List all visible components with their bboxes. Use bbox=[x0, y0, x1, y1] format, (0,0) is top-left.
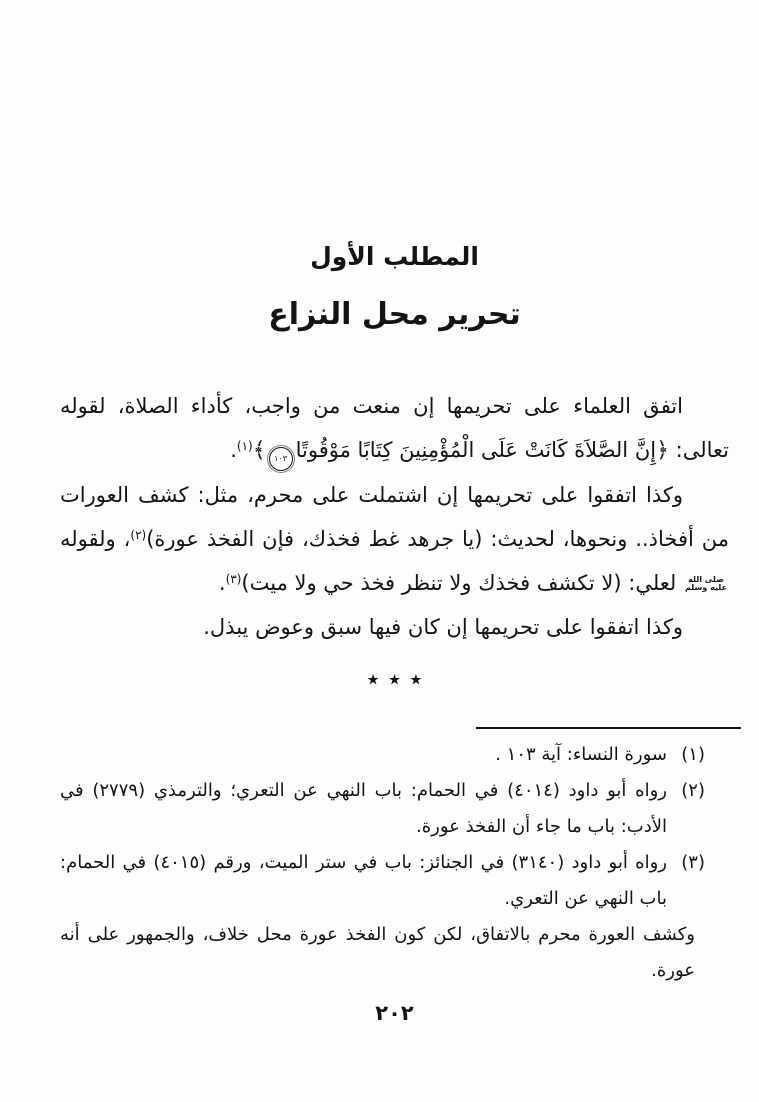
footnote-2-text: رواه أبو داود (٤٠١٤) في الحمام: باب النهي عن التعري؛ والترمذي (٢٧٧٩) في الأدب: باب ما جاء أن الفخذ عورة. bbox=[60, 780, 667, 837]
paragraph-2-part1: وكذا اتفقوا على تحريمها إن اشتملت على محرم، مثل: كشف العورات من أفخاذ.. ونحوها، لحديث: (يا جرهد غط فخذك، فإن الفخذ عورة) bbox=[60, 483, 730, 551]
footnote-addendum: وكشف العورة محرم بالاتفاق، لكن كون الفخذ عورة محل خلاف، والجمهور على أنه عورة. bbox=[60, 924, 695, 981]
paragraph-2-tail: . bbox=[218, 571, 226, 595]
footnote-1 bbox=[60, 737, 705, 773]
footnote-2 bbox=[60, 773, 705, 845]
footnote-3 bbox=[60, 845, 705, 917]
paragraph-1-lead: اتفق العلماء على تحريمها إن منعت من واجب، كأداء الصلاة، لقوله تعالى: bbox=[60, 394, 729, 462]
ayah-number-medallion: ١٠٣ bbox=[269, 447, 293, 471]
footnote-3-text: رواه أبو داود (٣١٤٠) في الجنائز: باب في ستر الميت، ورقم (٤٠١٥) في الحمام: باب النهي عن التعري. bbox=[60, 852, 667, 909]
paragraph-1-tail: . bbox=[230, 438, 237, 462]
quran-verse bbox=[253, 438, 669, 462]
body-paragraph-1 bbox=[60, 384, 729, 473]
body-paragraph-3: وكذا اتفقوا على تحريمها إن كان فيها سبق وعوض يبذل. bbox=[203, 615, 683, 639]
page-number: ٢٠٢ bbox=[375, 1001, 414, 1025]
stars-divider: ٭ ٭ ٭ bbox=[366, 665, 423, 693]
footnote-1-text: سورة النساء: آية ١٠٣ . bbox=[495, 744, 667, 765]
body-text bbox=[60, 384, 729, 701]
paragraph-2-part3: لعلي: (لا تكشف فخذك ولا تنظر فخذ حي ولا ميت) bbox=[241, 571, 683, 595]
verse-open-ornament: ﴿ bbox=[656, 438, 669, 463]
footnote-ref-1: (١) bbox=[236, 439, 253, 453]
footnotes-block bbox=[60, 737, 729, 989]
footnote-1-number: (١) bbox=[681, 744, 705, 765]
footnote-separator-rule bbox=[476, 727, 741, 729]
honorific-line-2: عليه وسلم bbox=[684, 583, 727, 592]
salla-allahu-alayhi-wasallam-mark bbox=[685, 576, 727, 592]
section-subtitle: تحرير محل النزاع bbox=[268, 297, 521, 332]
page-title: المطلب الأول bbox=[310, 242, 479, 271]
footnote-3-number: (٣) bbox=[681, 852, 705, 873]
honorific-line-1: صلى الله bbox=[688, 575, 724, 584]
footnote-2-number: (٢) bbox=[681, 780, 705, 801]
footnote-ref-3: (٣) bbox=[225, 572, 242, 586]
footnote-ref-2: (٢) bbox=[130, 528, 147, 542]
body-paragraph-2 bbox=[60, 473, 729, 605]
verse-text: إِنَّ الصَّلاَةَ كَانَتْ عَلَى الْمُؤْمِنِينَ كِتَابًا مَوْقُوتًا bbox=[295, 438, 657, 462]
paragraph-2-part2: ، ولقوله bbox=[60, 527, 131, 551]
verse-close-ornament: ﴾ bbox=[252, 438, 266, 463]
